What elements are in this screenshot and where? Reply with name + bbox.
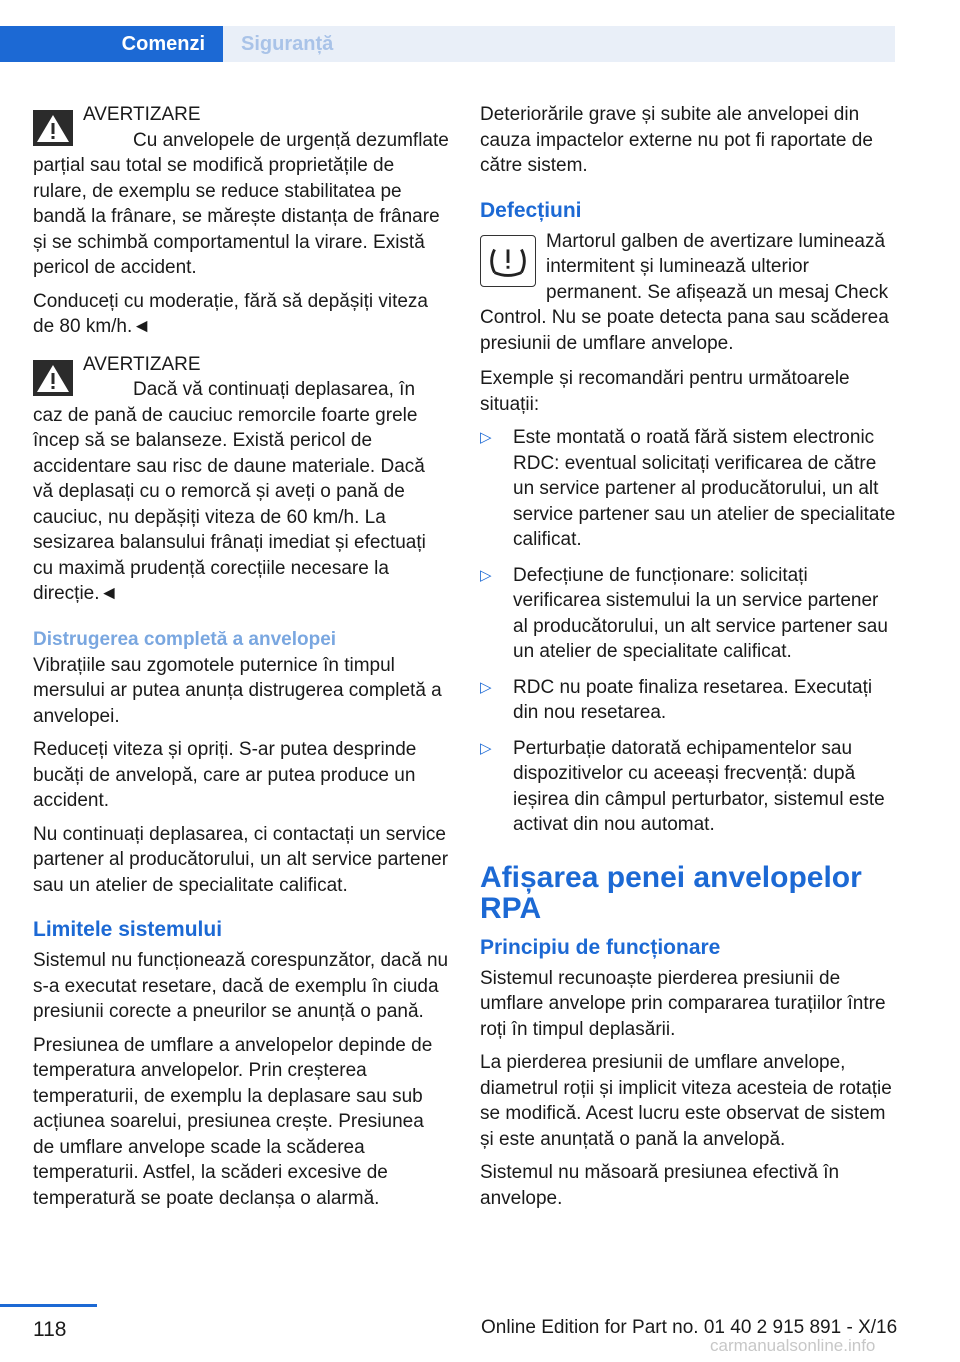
edition-note: Online Edition for Part no. 01 40 2 915 891 - X/16 (481, 1317, 898, 1338)
paragraph: Sistemul nu măsoară presiunea efectivă în anvelope. (480, 1162, 840, 1209)
warning-triangle-icon (33, 110, 73, 146)
heading-operating-principle: Principiu de funcționare (480, 935, 721, 959)
triangle-bullet-icon: ▷ (480, 678, 492, 696)
left-column (33, 102, 449, 1219)
heading-defects: Defecțiuni (480, 198, 582, 222)
warning-block-1 (33, 102, 449, 340)
paragraph: Reduceți viteza și opriți. S-ar putea desprinde bucăți de anvelopă, care ar putea produce un accident. (33, 739, 417, 811)
tab-siguranta[interactable]: Siguranță (223, 26, 895, 62)
paragraph: Sistemul nu funcționează corespunzător, dacă nu s-a executat resetare, dacă de exemplu în ciuda presiunii corecte a pneurilor se anunță o pană. (33, 950, 449, 1022)
paragraph: Sistemul recunoaște pierderea presiunii de umflare anvelope prin compararea turațiilor între roți în timpul deplasării. (480, 967, 886, 1040)
paragraph: Vibrațiile sau zgomotele puternice în timpul mersului ar putea anunța distrugerea completă a anvelopei. (33, 654, 442, 727)
paragraph: Martorul galben de avertizare luminează intermitent și luminează ulterior permanent. Se afișează un mesaj Check Control. Nu se poate detecta pana sau scăderea presiunii de umflare anvelope. (480, 230, 889, 354)
tire-pressure-warning-icon (480, 235, 536, 287)
tab-comenzi[interactable]: Comenzi (0, 26, 223, 62)
paragraph: Nu continuați deplasarea, ci contactați un service partener al producătorului, un alt service partener sau un atelier de specialitate calificat. (33, 823, 449, 896)
paragraph: La pierderea presiunii de umflare anvelope, diametrul roții și implicit viteza acesteia de rotație se modifică. Acest lucru este observat de sistem și este anunțată o pană la anvelopă. (480, 1052, 892, 1150)
warning-block-2 (33, 352, 449, 607)
recommendation-list (480, 425, 896, 838)
warning-text: Dacă vă continuați deplasarea, în caz de pană de cauciuc remorcile foarte grele încep să se balanseze. Există pericol de accidentare sau risc de daune materiale. Dacă vă deplasați cu o remorcă și aveți o pană de cauciuc, nu depășiți viteza de 60 km/h. La sesizarea balansului frânați imediat și efectuați cu maximă prudență corecțiile necesare la direcție.◄ (33, 379, 426, 604)
right-column (480, 102, 896, 1219)
triangle-bullet-icon: ▷ (480, 429, 492, 446)
warning-text-2: Conduceți cu moderație, fără să depășiți viteza de 80 km/h.◄ (33, 290, 428, 337)
warning-title: AVERTIZARE (83, 104, 201, 125)
heading-system-limits: Limitele sistemului (33, 918, 223, 941)
warning-title: AVERTIZARE (83, 353, 201, 375)
footer-rule (0, 1304, 97, 1307)
chapter-title: Afișarea penei anvelopelor RPA (480, 860, 862, 925)
list-item: ▷ Defecțiune de funcționare: solicitați verificarea sistemului la un service partener al producătorului, un alt service partener sau un atelier de specialitate calificat. (480, 564, 888, 662)
page-number: 118 (33, 1318, 67, 1341)
watermark: carmanualsonline.info (710, 1336, 876, 1355)
paragraph: Deteriorările grave și subite ale anvelopei din cauza impactelor externe nu pot fi raportate de către sistem. (480, 104, 873, 176)
indicator-block (480, 229, 896, 357)
paragraph: Exemple și recomandări pentru următoarele situații: (480, 368, 850, 415)
chapter-tabs (0, 26, 895, 62)
triangle-bullet-icon: ▷ (480, 739, 492, 757)
warning-triangle-icon (33, 360, 73, 396)
subheading-tire-destruction: Distrugerea completă a anvelopei (33, 628, 337, 650)
triangle-bullet-icon: ▷ (480, 566, 492, 584)
list-item: ▷ Este montată o roată fără sistem electronic RDC: eventual solicitați verificarea de către un service partener al producătorului, un alt service partener sau un atelier de specialitate calificat. (480, 427, 896, 550)
list-item: ▷ Perturbație datorată echipamentelor sau dispozitivelor cu aceeași frecvență: după ieșirea din câmpul perturbator, sistemul este activat din nou automat. (480, 737, 885, 835)
list-item: ▷ RDC nu poate finaliza resetarea. Executați din nou resetarea. (480, 676, 873, 723)
warning-text: Cu anvelopele de urgență dezumflate parțial sau total se modifică proprietățile de rulare, de exemplu se reduce stabilitatea pe bandă la frânare, se mărește distanța de frânare și se schimbă comportamentul la virare. Există pericol de accident. (33, 129, 449, 278)
paragraph: Presiunea de umflare a anvelopelor depinde de temperatura anvelopelor. Prin creșterea temperaturii, de exemplu la deplasare sau sub acțiunea soarelui, presiunea crește. Presiunea de umflare anvelope scade la scăderea temperaturii. Astfel, la scăderi excesive de temperatură se poate declanșa o alarmă. (33, 1034, 433, 1209)
